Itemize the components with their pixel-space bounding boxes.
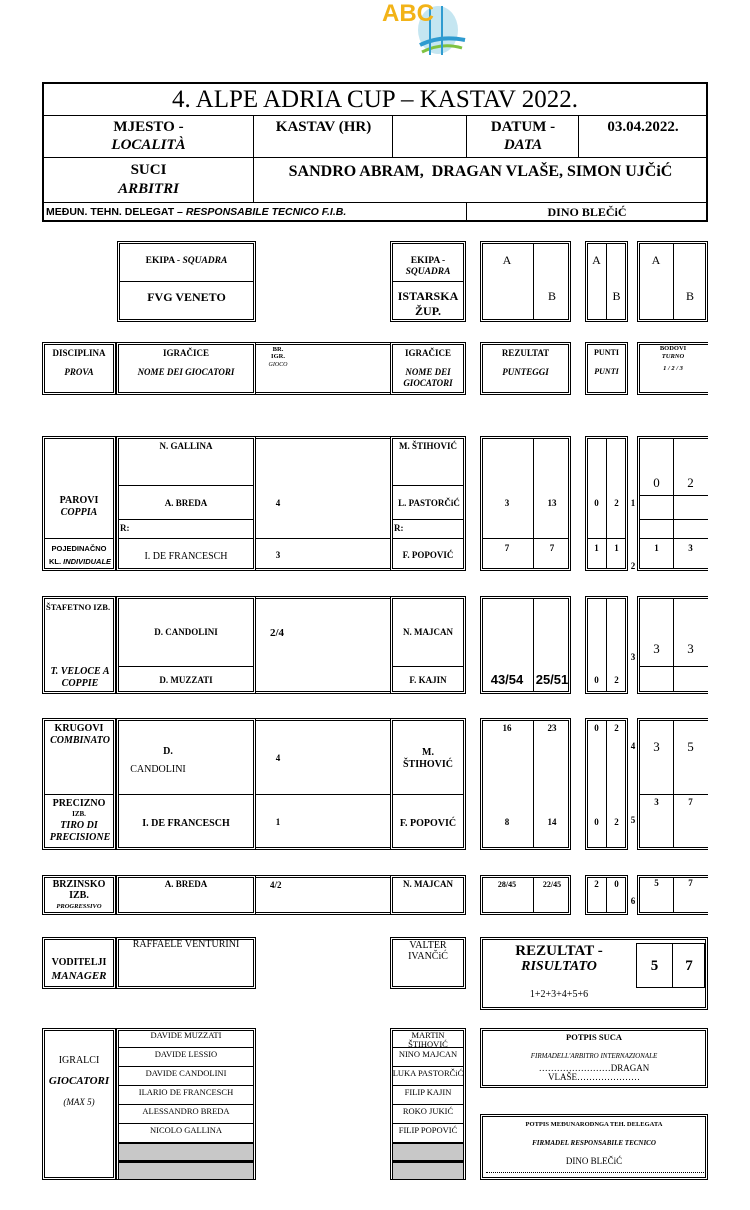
roster-a-player: DAVIDE LESSIO [154, 1049, 218, 1059]
col-b-3: B [685, 289, 694, 303]
manager-b-1: VALTER [409, 940, 447, 951]
igracice-label-b: IGRAČICE [404, 348, 451, 358]
col-a-3: A [651, 253, 661, 267]
rezultat-label: REZULTAT [501, 348, 550, 358]
turno-label: TURNO [661, 353, 685, 360]
b3-player-a2: CANDOLINI [130, 764, 186, 775]
suci-label: SUCI [130, 162, 167, 178]
b4-br: 4/2 [270, 880, 282, 890]
b3-precision-score-a: 8 [504, 817, 510, 827]
suci-value: SANDRO ABRAM, DRAGAN VLAŠE, SIMON UJČiĆ [288, 163, 673, 180]
b2-player-b2: F. KAJIN [409, 675, 447, 685]
b3-score-a: 16 [502, 723, 512, 733]
roster-a-player: ILARIO DE FRANCESCH [138, 1087, 234, 1097]
brzinsko-label: BRZINSKO [52, 879, 106, 890]
b1-player-a1: N. GALLINA [159, 441, 213, 451]
bodovi-label: BODOVI [659, 345, 687, 352]
roster-a-player: DAVIDE MUZZATI [150, 1030, 222, 1040]
b3-score-b: 23 [547, 723, 557, 733]
b3-bod-b: 5 [687, 739, 694, 754]
b3-index: 4 [630, 741, 636, 751]
b1-player-b1: M. ŠTIHOVIĆ [398, 441, 457, 451]
formula-label: 1+2+3+4+5+6 [529, 989, 589, 1000]
b3-player-b2: ŠTIHOVIĆ [402, 759, 453, 770]
judge-signature-line-2: VLAŠE………………… [548, 1072, 640, 1082]
b2-br: 2/4 [270, 627, 285, 639]
b3-precision-score-b: 14 [547, 817, 557, 827]
b1-score-b: 13 [547, 498, 557, 508]
delegate-name: DINO BLEČiĆ [565, 1156, 623, 1166]
col-a-1: A [502, 253, 512, 267]
b3-bod-a: 3 [653, 739, 660, 754]
logo-text: ABC [382, 0, 434, 27]
b1-player-b2: L. PASTORČiĆ [398, 498, 460, 508]
prova-label: PROVA [64, 367, 94, 377]
firma-arbitro-label: FIRMADELL'ARBITRO INTERNAZIONALE [530, 1052, 658, 1060]
b3-precision-pts-a: 0 [594, 817, 599, 827]
delegat-label-b: RESPONSABILE TECNICO F.I.B. [185, 206, 347, 218]
b2-bod-a: 3 [653, 641, 660, 656]
roster-a-player: DAVIDE CANDOLINI [145, 1068, 227, 1078]
nome-dei-label: NOME DEI [405, 367, 451, 377]
b3-player-b1: M. [422, 747, 434, 758]
arbitri-label: ARBITRI [118, 181, 179, 197]
precizno-label: PRECIZNO [52, 798, 106, 809]
b1-pts-b: 2 [614, 498, 619, 508]
b3-pts-b: 2 [614, 723, 619, 733]
b2-score-b: 25/51 [535, 672, 569, 687]
b2-player-a1: D. CANDOLINI [154, 627, 218, 637]
b4-index: 6 [630, 896, 636, 906]
krugovi-label: KRUGOVI [54, 723, 104, 734]
roster-b-player: FILIP POPOVIĆ [398, 1125, 458, 1135]
roster-b-player: NINO MAJCAN [398, 1049, 458, 1059]
roster-a-player: ALESSANDRO BREDA [142, 1106, 230, 1116]
final-score-a: 5 [650, 958, 659, 974]
combinato-label: COMBINATO [50, 735, 110, 746]
b2-score-a: 43/54 [490, 672, 524, 687]
page-title: 4. ALPE ADRIA CUP – KASTAV 2022. [172, 86, 578, 113]
ekipa-label-b: EKIPA - [410, 256, 446, 266]
team-b-name-2: ŽUP. [415, 304, 441, 318]
parovi-label: PAROVI [59, 495, 99, 506]
individuale-label [44, 558, 116, 566]
b4-score-a: 28/45 [497, 880, 517, 889]
localita-label: LOCALITÀ [111, 137, 186, 153]
delegat-label-a: MEĐUN. TEHN. DELEGAT – [46, 206, 186, 218]
b1-reserve-b-label: R: [394, 523, 404, 533]
pojedinacno-label: POJEDINAČNO [51, 544, 107, 553]
final-score-b: 7 [685, 958, 693, 974]
b3-pts-a: 0 [594, 723, 599, 733]
igr-label: IGR. [271, 353, 285, 360]
b4-pts-b: 0 [614, 879, 619, 889]
b1-ind-player-a: I. DE FRANCESCH [144, 551, 228, 562]
precisione-label: PRECISIONE [49, 832, 111, 843]
b1-bod-b: 2 [687, 475, 694, 490]
nome-giocatori-label: NOME DEI GIOCATORI [137, 367, 235, 377]
team-a-label [119, 256, 254, 266]
b1-index-2: 2 [630, 561, 636, 571]
b1-score-a: 3 [504, 498, 510, 508]
giocatori-players-label: GIOCATORI [48, 1075, 110, 1087]
b3-precision-bod-b: 7 [688, 797, 693, 807]
rezultat-final-label: REZULTAT - [515, 943, 603, 959]
judge-signature-line-1: ……………………DRAGAN [538, 1063, 650, 1073]
roster-b-player: FILIP KAJIN [404, 1087, 452, 1097]
precizno-izb-label: IZB. [72, 810, 86, 818]
b4-bod-a: 5 [654, 878, 659, 888]
abc-logo [370, 0, 480, 60]
punti-label: PUNTI [594, 348, 619, 357]
manager-a: RAFFAELE VENTURINI [132, 939, 240, 950]
b1-index: 1 [630, 498, 636, 508]
delegat-value: DINO BLEČiĆ [547, 205, 627, 219]
roster-a-empty-row [118, 1143, 254, 1161]
coppie-label: COPPIE [61, 678, 99, 689]
roster-a-empty-row [118, 1162, 254, 1180]
b4-pts-a: 2 [594, 879, 599, 889]
roster-b-player: ROKO JUKIĆ [402, 1106, 454, 1116]
veloce-label: T. VELOCE A [50, 666, 110, 677]
b3-precision-br: 1 [275, 817, 281, 827]
stafetno-label: ŠTAFETNO IZB. [46, 602, 111, 612]
b3-precision-player-b: F. POPOVIĆ [399, 818, 457, 829]
coppia-label: COPPIA [60, 507, 98, 518]
b1-player-a2: A. BREDA [164, 498, 208, 508]
b1-ind-pts-a: 1 [594, 543, 599, 553]
b2-pts-b: 2 [614, 675, 619, 685]
disciplina-label: DISCIPLINA [52, 348, 106, 358]
firma-tecnico-label: FIRMADEL RESPONSABILE TECNICO [532, 1139, 656, 1147]
voditelji-label: VODITELJI [51, 957, 107, 968]
b1-reserve-a-label: R: [120, 523, 130, 533]
igralci-label: IGRALCI [58, 1055, 100, 1066]
b1-ind-bod-a: 1 [654, 543, 659, 553]
col-b-2: B [612, 289, 621, 303]
b2-index: 3 [630, 652, 636, 662]
b1-ind-player-b: F. POPOVIĆ [402, 550, 454, 560]
b4-player-b: N. MAJCAN [403, 879, 453, 889]
b4-player-a: A. BREDA [164, 879, 208, 889]
data-label: DATA [503, 137, 543, 153]
mjesto-value: KASTAV (HR) [275, 119, 372, 135]
squadra-label-b: SQUADRA [405, 267, 451, 277]
turno-nums: 1 / 2 / 3 [663, 365, 683, 372]
b1-br: 4 [275, 498, 281, 508]
b3-player-a1: D. [163, 746, 173, 757]
b1-ind-score-b: 7 [549, 543, 555, 553]
potpis-suca-label: POTPIS SUCA [566, 1032, 622, 1042]
gioco-label: GIOCO [268, 362, 288, 368]
tiro-label: TIRO DI [60, 820, 98, 831]
punteggi-label: PUNTEGGI [502, 367, 549, 377]
progressivo-label: PROGRESSIVO [56, 903, 102, 910]
squadra-label-a: SQUADRA [182, 256, 228, 266]
team-a-name: FVG VENETO [147, 290, 226, 304]
b4-bod-b: 7 [688, 878, 693, 888]
manager-label: MANAGER [51, 970, 107, 982]
punti-label-it: PUNTI [594, 367, 619, 376]
datum-value: 03.04.2022. [607, 119, 679, 135]
b4-score-b: 22/45 [542, 880, 562, 889]
roster-b-empty-row [392, 1162, 464, 1180]
potpis-delegata-label: POTPIS MEĐUNARODNGA TEH. DELEGATA [525, 1121, 663, 1128]
ekipa-label-a: EKIPA - [145, 256, 183, 266]
b3-precision-bod-a: 3 [654, 797, 659, 807]
b1-ind-bod-b: 3 [688, 543, 693, 553]
roster-a-player: NICOLO GALLINA [149, 1125, 222, 1135]
b1-pts-a: 0 [594, 498, 599, 508]
max5-label: (MAX 5) [63, 1097, 95, 1107]
brzinsko-izb-label: IZB. [69, 890, 89, 901]
b3-br: 4 [275, 753, 281, 763]
roster-b-empty-row [392, 1143, 464, 1161]
b2-pts-a: 0 [594, 675, 599, 685]
b3-index-2: 5 [630, 815, 636, 825]
individuale-text: INDIVIDUALE [63, 557, 112, 566]
giocatori-label: GIOCATORI [403, 378, 453, 388]
br-label: BR. [272, 346, 284, 353]
b3-precision-player-a: I. DE FRANCESCH [142, 818, 230, 829]
team-b-name-1: ISTARSKA [397, 289, 459, 303]
b1-ind-br: 3 [275, 550, 281, 560]
risultato-label: RISULTATO [521, 959, 597, 974]
b2-player-a2: D. MUZZATI [159, 675, 213, 685]
b3-precision-pts-b: 2 [614, 817, 619, 827]
kl-label: KL. [48, 557, 64, 566]
datum-label: DATUM - [490, 119, 556, 135]
b1-bod-a: 0 [653, 475, 660, 490]
col-b-1: B [547, 289, 556, 303]
igracice-label-a: IGRAČICE [162, 348, 209, 358]
manager-b-2: IVANČiĆ [408, 951, 448, 962]
b1-ind-pts-b: 1 [614, 543, 619, 553]
roster-b-player: MARTIN ŠTIHOVIĆ [408, 1030, 448, 1049]
b2-player-b1: N. MAJCAN [403, 627, 453, 637]
col-a-2: A [592, 253, 601, 267]
b2-bod-b: 3 [687, 641, 694, 656]
mjesto-label: MJESTO - [113, 119, 184, 135]
roster-b-player: LUKA PASTORČiĆ [392, 1068, 464, 1078]
b1-ind-score-a: 7 [504, 543, 510, 553]
delegat-label [46, 206, 346, 218]
